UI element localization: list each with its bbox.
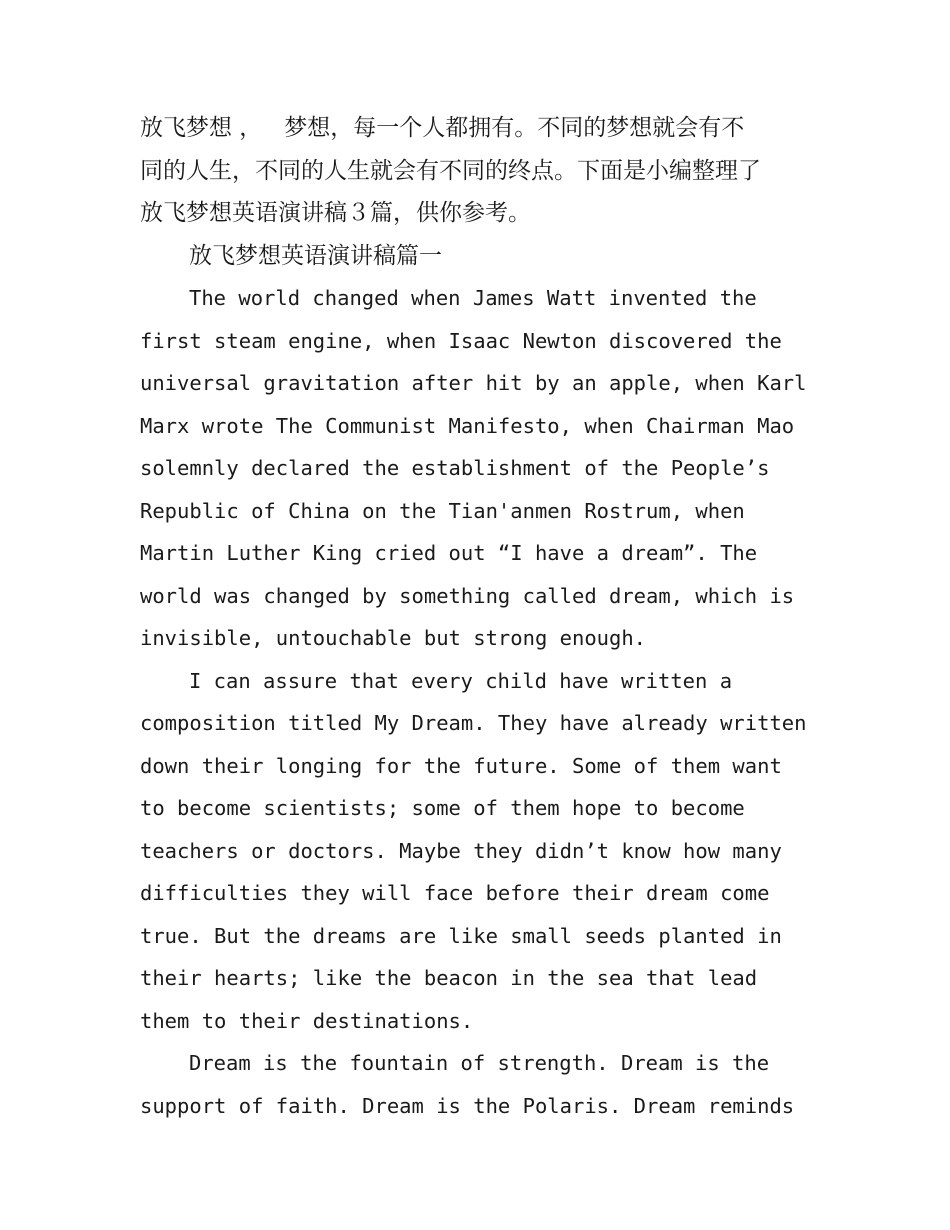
text-line: down their longing for the future. Some of them want <box>140 753 782 778</box>
text-line: Dream is the fountain of strength. Dream is the <box>189 1051 770 1075</box>
text-line: their hearts; like the beacon in the sea that lead <box>140 966 758 990</box>
text-line: first steam engine, when Isaac Newton discovered the <box>140 328 782 353</box>
document-body <box>140 107 830 1127</box>
text-line: 放飞梦想英语演讲稿３篇，供你参考。 <box>140 200 531 226</box>
text-line: world was changed by something called dream, which is <box>140 583 795 608</box>
text-line: The world changed when James Watt invented the <box>189 286 757 310</box>
text-line: Republic of China on the Tian'anmen Rostrum, when <box>140 498 745 523</box>
text-line: true. But the dreams are like small seeds planted in <box>140 923 782 948</box>
text-line: teachers or doctors. Maybe they didn’t know how many <box>140 838 782 863</box>
text-line: composition titled My Dream. They have already written <box>140 711 807 735</box>
text-line: support of faith. Dream is the Polaris. Dream reminds <box>140 1093 795 1118</box>
text-line: difficulties they will face before their dream come <box>140 881 770 905</box>
text-line: universal gravitation after hit by an apple, when Karl <box>140 371 807 395</box>
text-line: Martin Luther King cried out “I have a dream”. The <box>140 541 758 565</box>
text-line: Marx wrote The Communist Manifesto, when Chairman Mao <box>140 413 795 438</box>
text-line: solemnly declared the establishment of the People’s <box>140 456 770 480</box>
text-line: invisible, untouchable but strong enough. <box>140 626 647 650</box>
text-line: them to their destinations. <box>140 1008 474 1033</box>
section-heading: 放飞梦想英语演讲稿篇一 <box>189 242 442 269</box>
text-line: I can assure that every child have written a <box>189 668 733 693</box>
text-line: 放飞梦想 ， 梦想，每一个人都拥有。不同的梦想就会有不 <box>140 115 745 141</box>
text-line: 同的人生，不同的人生就会有不同的终点。下面是小编整理了 <box>140 157 761 184</box>
text-line: to become scientists; some of them hope to become <box>140 796 745 820</box>
